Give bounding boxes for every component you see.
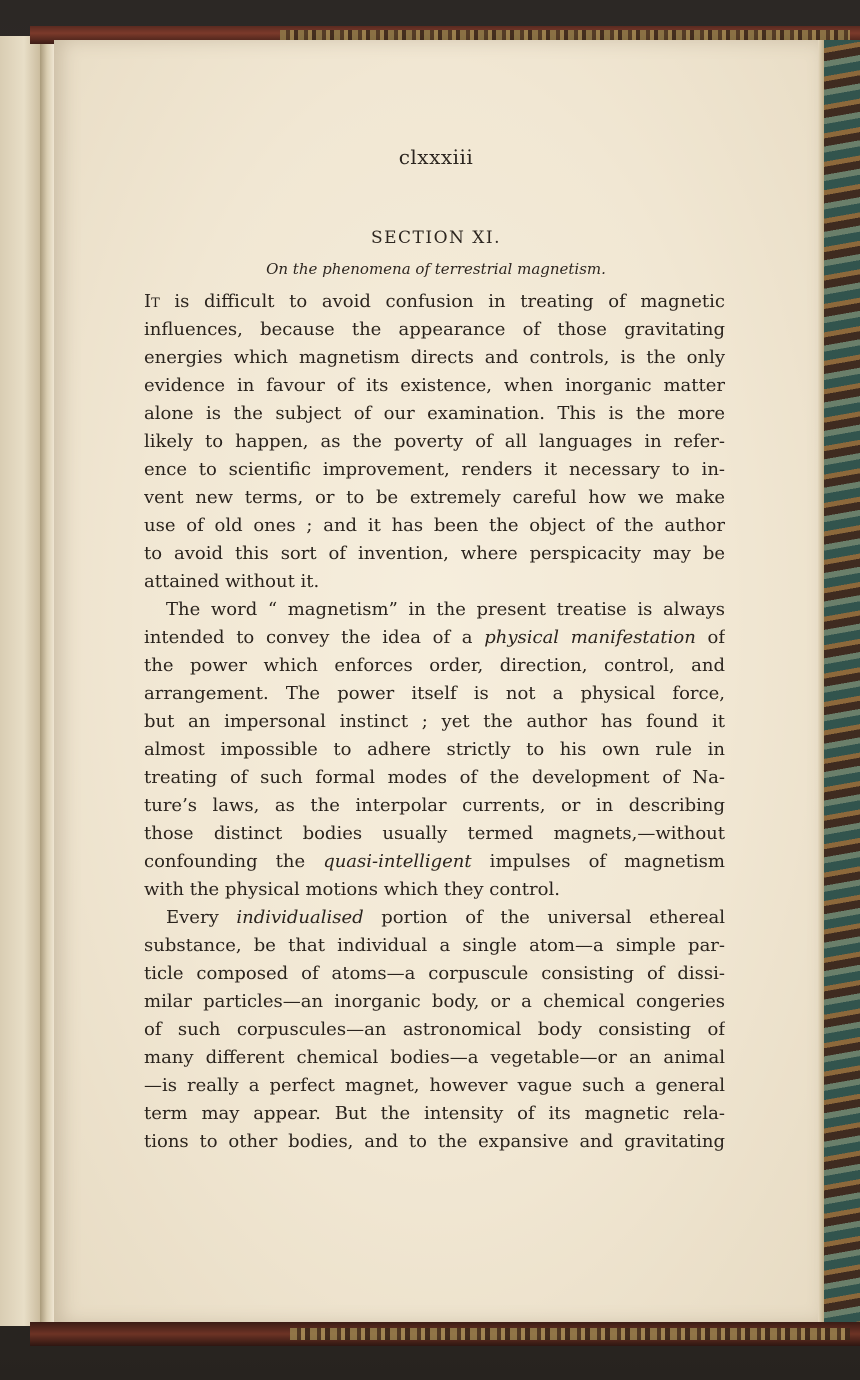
text-line-2: influences, because the appearance of those gravitating	[144, 319, 725, 340]
text-line-17: almost impossible to adhere strictly to his own rule in	[144, 739, 725, 760]
text-line-26: milar particles—an inorganic body, or a chemical congeries	[144, 991, 725, 1012]
text-line-15: arrangement. The power itself is not a physical force,	[144, 683, 725, 704]
text-line-11: attained without it.	[144, 571, 320, 592]
left-facing-page-edge	[0, 36, 40, 1326]
text-line-13: intended to convey the idea of a physical manifestation of	[144, 627, 725, 648]
text-line-23: Every individualised portion of the universal ethereal	[166, 907, 725, 928]
section-title: SECTION XI.	[370, 228, 502, 248]
text-line-1: It is difficult to avoid confusion in treating of magnetic	[144, 291, 725, 312]
italic-quasi-intelligent: quasi-intelligent	[323, 851, 472, 872]
text-line-29: —is really a perfect magnet, however vague such a general	[144, 1075, 725, 1096]
italic-physical-manifestation: physical manifestation	[484, 627, 696, 648]
text-line-20: those distinct bodies usually termed magnets,—without	[144, 823, 725, 844]
text-line-22: with the physical motions which they control.	[144, 879, 560, 900]
initial-word: It	[144, 291, 160, 312]
text-line-27: of such corpuscules—an astronomical body consisting of	[144, 1019, 725, 1040]
section-subtitle: On the phenomena of terrestrial magnetism.	[266, 260, 606, 278]
text-line-9: use of old ones ; and it has been the object of the author	[144, 515, 725, 536]
text-line-14: the power which enforces order, direction, control, and	[144, 655, 725, 676]
text-line-12: The word “ magnetism” in the present treatise is always	[166, 599, 725, 620]
text-line-16: but an impersonal instinct ; yet the author has found it	[144, 711, 725, 732]
book-gutter	[40, 36, 54, 1326]
cover-bottom-edge	[30, 1322, 860, 1346]
book-page	[54, 40, 818, 1324]
text-line-8: vent new terms, or to be extremely careful how we make	[144, 487, 725, 508]
page-number: clxxxiii	[398, 145, 474, 169]
text-line-18: treating of such formal modes of the development of Na-	[144, 767, 725, 788]
text-line-3: energies which magnetism directs and controls, is the only	[144, 347, 725, 368]
text-line-31: tions to other bodies, and to the expansive and gravitating	[144, 1131, 725, 1152]
text-line-7: ence to scientific improvement, renders it necessary to in-	[144, 459, 725, 480]
marbled-page-edge	[818, 40, 860, 1330]
text-line-24: substance, be that individual a single atom—a simple par-	[144, 935, 725, 956]
text-line-10: to avoid this sort of invention, where perspicacity may be	[144, 543, 725, 564]
text-line-25: ticle composed of atoms—a corpuscule consisting of dissi-	[144, 963, 725, 984]
text-line-5: alone is the subject of our examination. This is the more	[144, 403, 725, 424]
text-line-30: term may appear. But the intensity of its magnetic rela-	[144, 1103, 725, 1124]
text-line-6: likely to happen, as the poverty of all languages in refer-	[144, 431, 725, 452]
text-line-28: many different chemical bodies—a vegetable—or an animal	[144, 1047, 725, 1068]
body-text	[144, 288, 725, 1156]
text-line-19: ture’s laws, as the interpolar currents, or in describing	[144, 795, 725, 816]
italic-individualised: individualised	[236, 907, 364, 928]
text-line-21: confounding the quasi-intelligent impulses of magnetism	[144, 851, 725, 872]
text-line-4: evidence in favour of its existence, when inorganic matter	[144, 375, 725, 396]
